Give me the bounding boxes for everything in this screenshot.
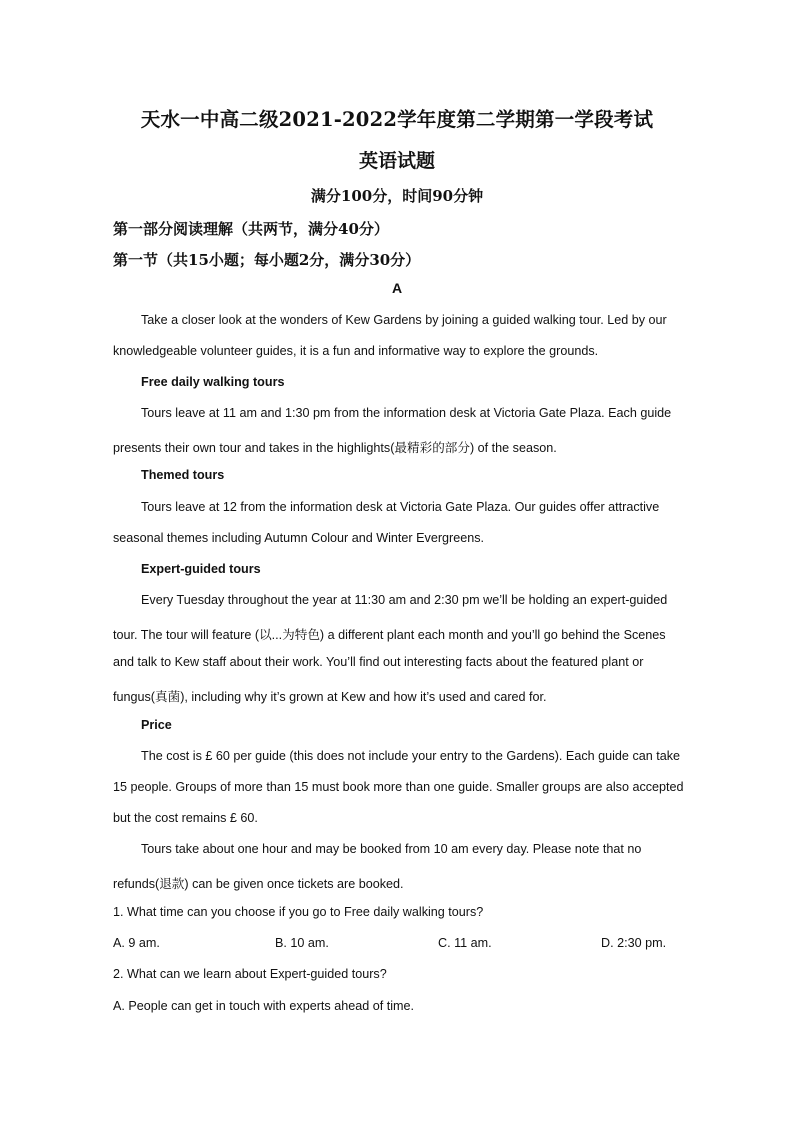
part-one-heading: 第一部分阅读理解（共两节，满分40分） [113,220,389,238]
passage-line: fungus(真菌), including why it’s grown at Kew and how it’s used and cared for. [113,690,547,704]
passage-line: and talk to Kew staff about their work. You’ll find out interesting facts about the featured plant or [113,655,644,669]
passage-line: seasonal themes including Autumn Colour and Winter Evergreens. [113,531,485,545]
score-time-info: 满分100分，时间90分钟 [310,187,484,205]
passage-line: Tours take about one hour and may be booked from 10 am every day. Please note that no [141,842,642,856]
question-2-option-a: A. People can get in touch with experts ahead of time. [113,999,415,1013]
passage-line: presents their own tour and takes in the highlights(最精彩的部分) of the season. [113,441,557,455]
question-1-option-b: B. 10 am. [275,936,329,950]
subheading-expert-tours: Expert-guided tours [141,562,261,576]
question-2-stem: 2. What can we learn about Expert-guided tours? [113,967,387,981]
passage-line: refunds(退款) can be given once tickets are booked. [113,877,404,891]
section-one-heading: 第一节（共15小题；每小题2分，满分30分） [113,251,421,269]
subheading-free-tours: Free daily walking tours [141,375,285,389]
passage-line: 15 people. Groups of more than 15 must book more than one guide. Smaller groups are also accepted [113,780,684,794]
passage-line: knowledgeable volunteer guides, it is a fun and informative way to explore the grounds. [113,344,599,358]
subheading-price: Price [141,718,172,732]
passage-label: A [391,280,403,296]
passage-line: but the cost remains £ 60. [113,811,258,825]
passage-line: The cost is £ 60 per guide (this does not include your entry to the Gardens). Each guide can take [141,749,681,763]
question-1-stem: 1. What time can you choose if you go to Free daily walking tours? [113,905,484,919]
passage-line: Take a closer look at the wonders of Kew Gardens by joining a guided walking tour. Led by our [141,313,667,327]
question-1-option-c: C. 11 am. [438,936,492,950]
passage-line: Tours leave at 11 am and 1:30 pm from the information desk at Victoria Gate Plaza. Each guide [141,406,672,420]
exam-subtitle: 英语试题 [358,150,435,172]
question-1-option-d: D. 2:30 pm. [601,936,667,950]
passage-line: Tours leave at 12 from the information desk at Victoria Gate Plaza. Our guides offer attractive [141,500,660,514]
passage-line: Every Tuesday throughout the year at 11:30 am and 2:30 pm we’ll be holding an expert-guided [141,593,668,607]
subheading-themed-tours: Themed tours [141,468,225,482]
question-1-option-a: A. 9 am. [113,936,160,950]
exam-title: 天水一中高二级2021-2022学年度第二学期第一学段考试 [140,108,654,131]
passage-line: tour. The tour will feature (以...为特色) a different plant each month and you’ll go behind the Scenes [113,628,666,642]
